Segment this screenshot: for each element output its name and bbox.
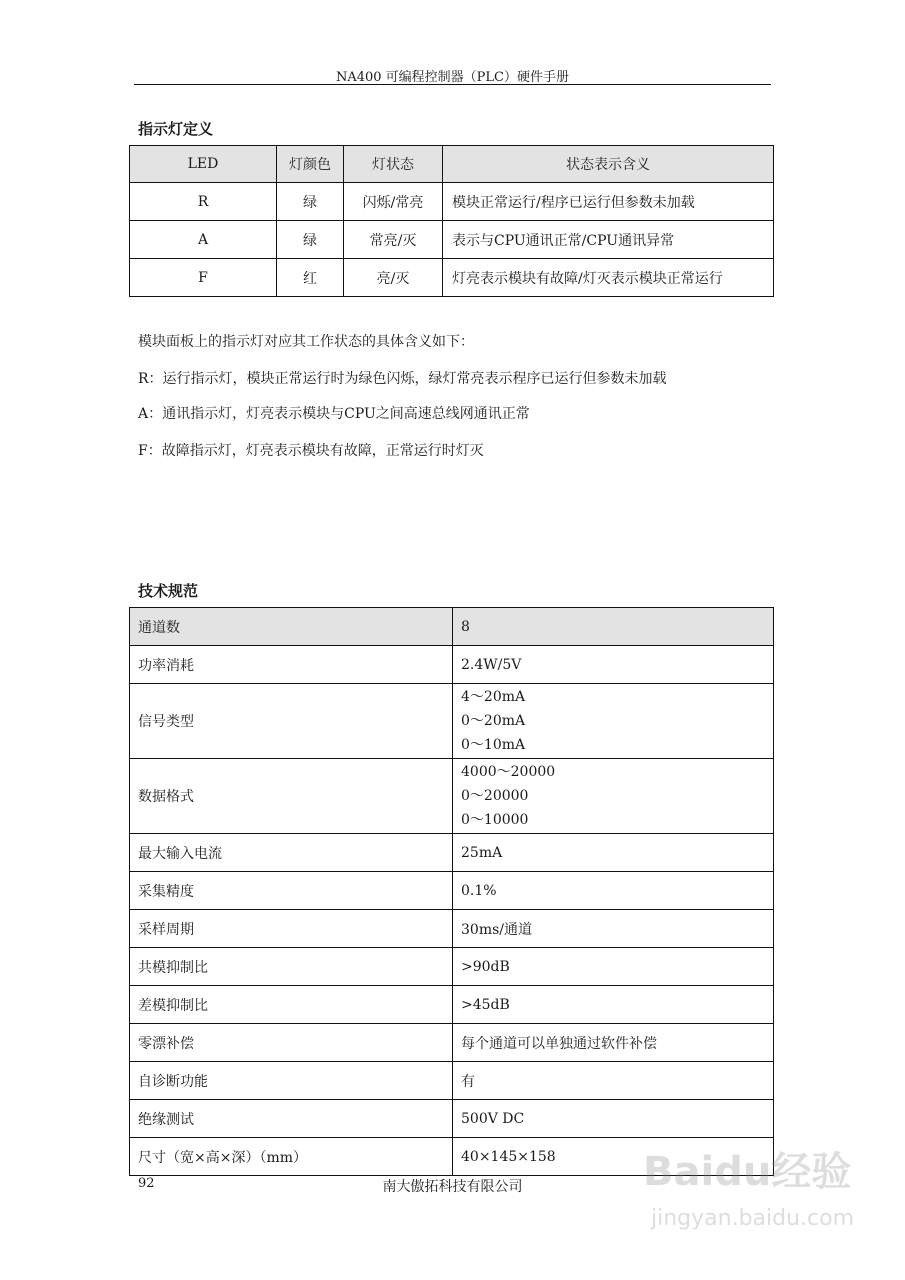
table-row bbox=[130, 910, 774, 948]
table-row bbox=[130, 986, 774, 1024]
table-cell: F bbox=[130, 259, 277, 297]
table-row bbox=[130, 684, 774, 759]
spec-key: 采集精度 bbox=[130, 872, 453, 910]
spec-value-line: 0～20mA bbox=[461, 713, 526, 729]
spec-value-line: 0～10mA bbox=[461, 737, 526, 753]
led-section-title: 指示灯定义 bbox=[138, 120, 214, 138]
spec-key: 共模抑制比 bbox=[130, 948, 453, 986]
led-description-a: A：通讯指示灯，灯亮表示模块与CPU之间高速总线网通讯正常 bbox=[138, 406, 530, 422]
table-row bbox=[130, 183, 774, 221]
spec-value: 每个通道可以单独通过软件补偿 bbox=[453, 1024, 774, 1062]
table-row bbox=[130, 1024, 774, 1062]
spec-key: 零漂补偿 bbox=[130, 1024, 453, 1062]
spec-key: 采样周期 bbox=[130, 910, 453, 948]
table-cell: 红 bbox=[277, 259, 344, 297]
led-description-f: F：故障指示灯，灯亮表示模块有故障，正常运行时灯灭 bbox=[138, 443, 484, 459]
table-row bbox=[130, 259, 774, 297]
page-header-title: NA400 可编程控制器（PLC）硬件手册 bbox=[335, 70, 570, 85]
spec-value: 40×145×158 bbox=[453, 1138, 774, 1176]
column-header: LED bbox=[130, 146, 277, 183]
table-cell: 绿 bbox=[277, 183, 344, 221]
spec-value: 500V DC bbox=[453, 1100, 774, 1138]
spec-value: 有 bbox=[453, 1062, 774, 1100]
table-row bbox=[130, 834, 774, 872]
spec-key: 最大输入电流 bbox=[130, 834, 453, 872]
table-cell: 灯亮表示模块有故障/灯灭表示模块正常运行 bbox=[443, 259, 774, 297]
spec-key: 尺寸（宽×高×深）（mm） bbox=[130, 1138, 453, 1176]
spec-key: 自诊断功能 bbox=[130, 1062, 453, 1100]
spec-value: 0.1% bbox=[453, 872, 774, 910]
led-definition-table bbox=[129, 145, 774, 297]
spec-value-line: 4～20mA bbox=[461, 689, 526, 705]
table-row bbox=[130, 608, 774, 646]
spec-value: 2.4W/5V bbox=[453, 646, 774, 684]
spec-value: 25mA bbox=[453, 834, 774, 872]
table-cell: 表示与CPU通讯正常/CPU通讯异常 bbox=[443, 221, 774, 259]
spec-section-title: 技术规范 bbox=[138, 582, 199, 600]
page-number: 92 bbox=[138, 1176, 155, 1191]
baidu-watermark bbox=[643, 1140, 863, 1250]
table-row bbox=[130, 646, 774, 684]
table-cell: 模块正常运行/程序已运行但参数未加载 bbox=[443, 183, 774, 221]
spec-value-line: 0～10000 bbox=[461, 812, 529, 828]
table-cell: 亮/灭 bbox=[344, 259, 443, 297]
led-description-intro: 模块面板上的指示灯对应其工作状态的具体含义如下： bbox=[138, 334, 474, 350]
spec-value: 8 bbox=[453, 608, 774, 646]
spec-table bbox=[129, 607, 774, 1176]
footer-company: 南大傲拓科技有限公司 bbox=[382, 1179, 523, 1195]
spec-key: 数据格式 bbox=[130, 759, 453, 834]
spec-value: >45dB bbox=[453, 986, 774, 1024]
spec-value bbox=[453, 759, 774, 834]
table-cell: 绿 bbox=[277, 221, 344, 259]
table-row bbox=[130, 1062, 774, 1100]
column-header: 灯状态 bbox=[344, 146, 443, 183]
table-header-row bbox=[130, 146, 774, 183]
spec-key: 信号类型 bbox=[130, 684, 453, 759]
table-row bbox=[130, 221, 774, 259]
spec-value-line: 0～20000 bbox=[461, 788, 529, 804]
watermark-url: jingyan.baidu.com bbox=[651, 1206, 855, 1231]
table-cell: R bbox=[130, 183, 277, 221]
spec-value bbox=[453, 684, 774, 759]
spec-value-line: 4000～20000 bbox=[461, 764, 556, 780]
table-row bbox=[130, 1100, 774, 1138]
spec-value: >90dB bbox=[453, 948, 774, 986]
table-cell: 闪烁/常亮 bbox=[344, 183, 443, 221]
spec-key: 功率消耗 bbox=[130, 646, 453, 684]
led-description-r: R：运行指示灯，模块正常运行时为绿色闪烁，绿灯常亮表示程序已运行但参数未加载 bbox=[138, 371, 667, 387]
spec-key: 通道数 bbox=[130, 608, 453, 646]
column-header: 灯颜色 bbox=[277, 146, 344, 183]
table-row bbox=[130, 759, 774, 834]
spec-value: 30ms/通道 bbox=[453, 910, 774, 948]
spec-key: 差模抑制比 bbox=[130, 986, 453, 1024]
table-row bbox=[130, 872, 774, 910]
column-header: 状态表示含义 bbox=[443, 146, 774, 183]
table-cell: 常亮/灭 bbox=[344, 221, 443, 259]
watermark-logo: Baidu经验 bbox=[643, 1149, 852, 1195]
table-cell: A bbox=[130, 221, 277, 259]
header-rule bbox=[134, 84, 771, 85]
spec-key: 绝缘测试 bbox=[130, 1100, 453, 1138]
table-row bbox=[130, 948, 774, 986]
